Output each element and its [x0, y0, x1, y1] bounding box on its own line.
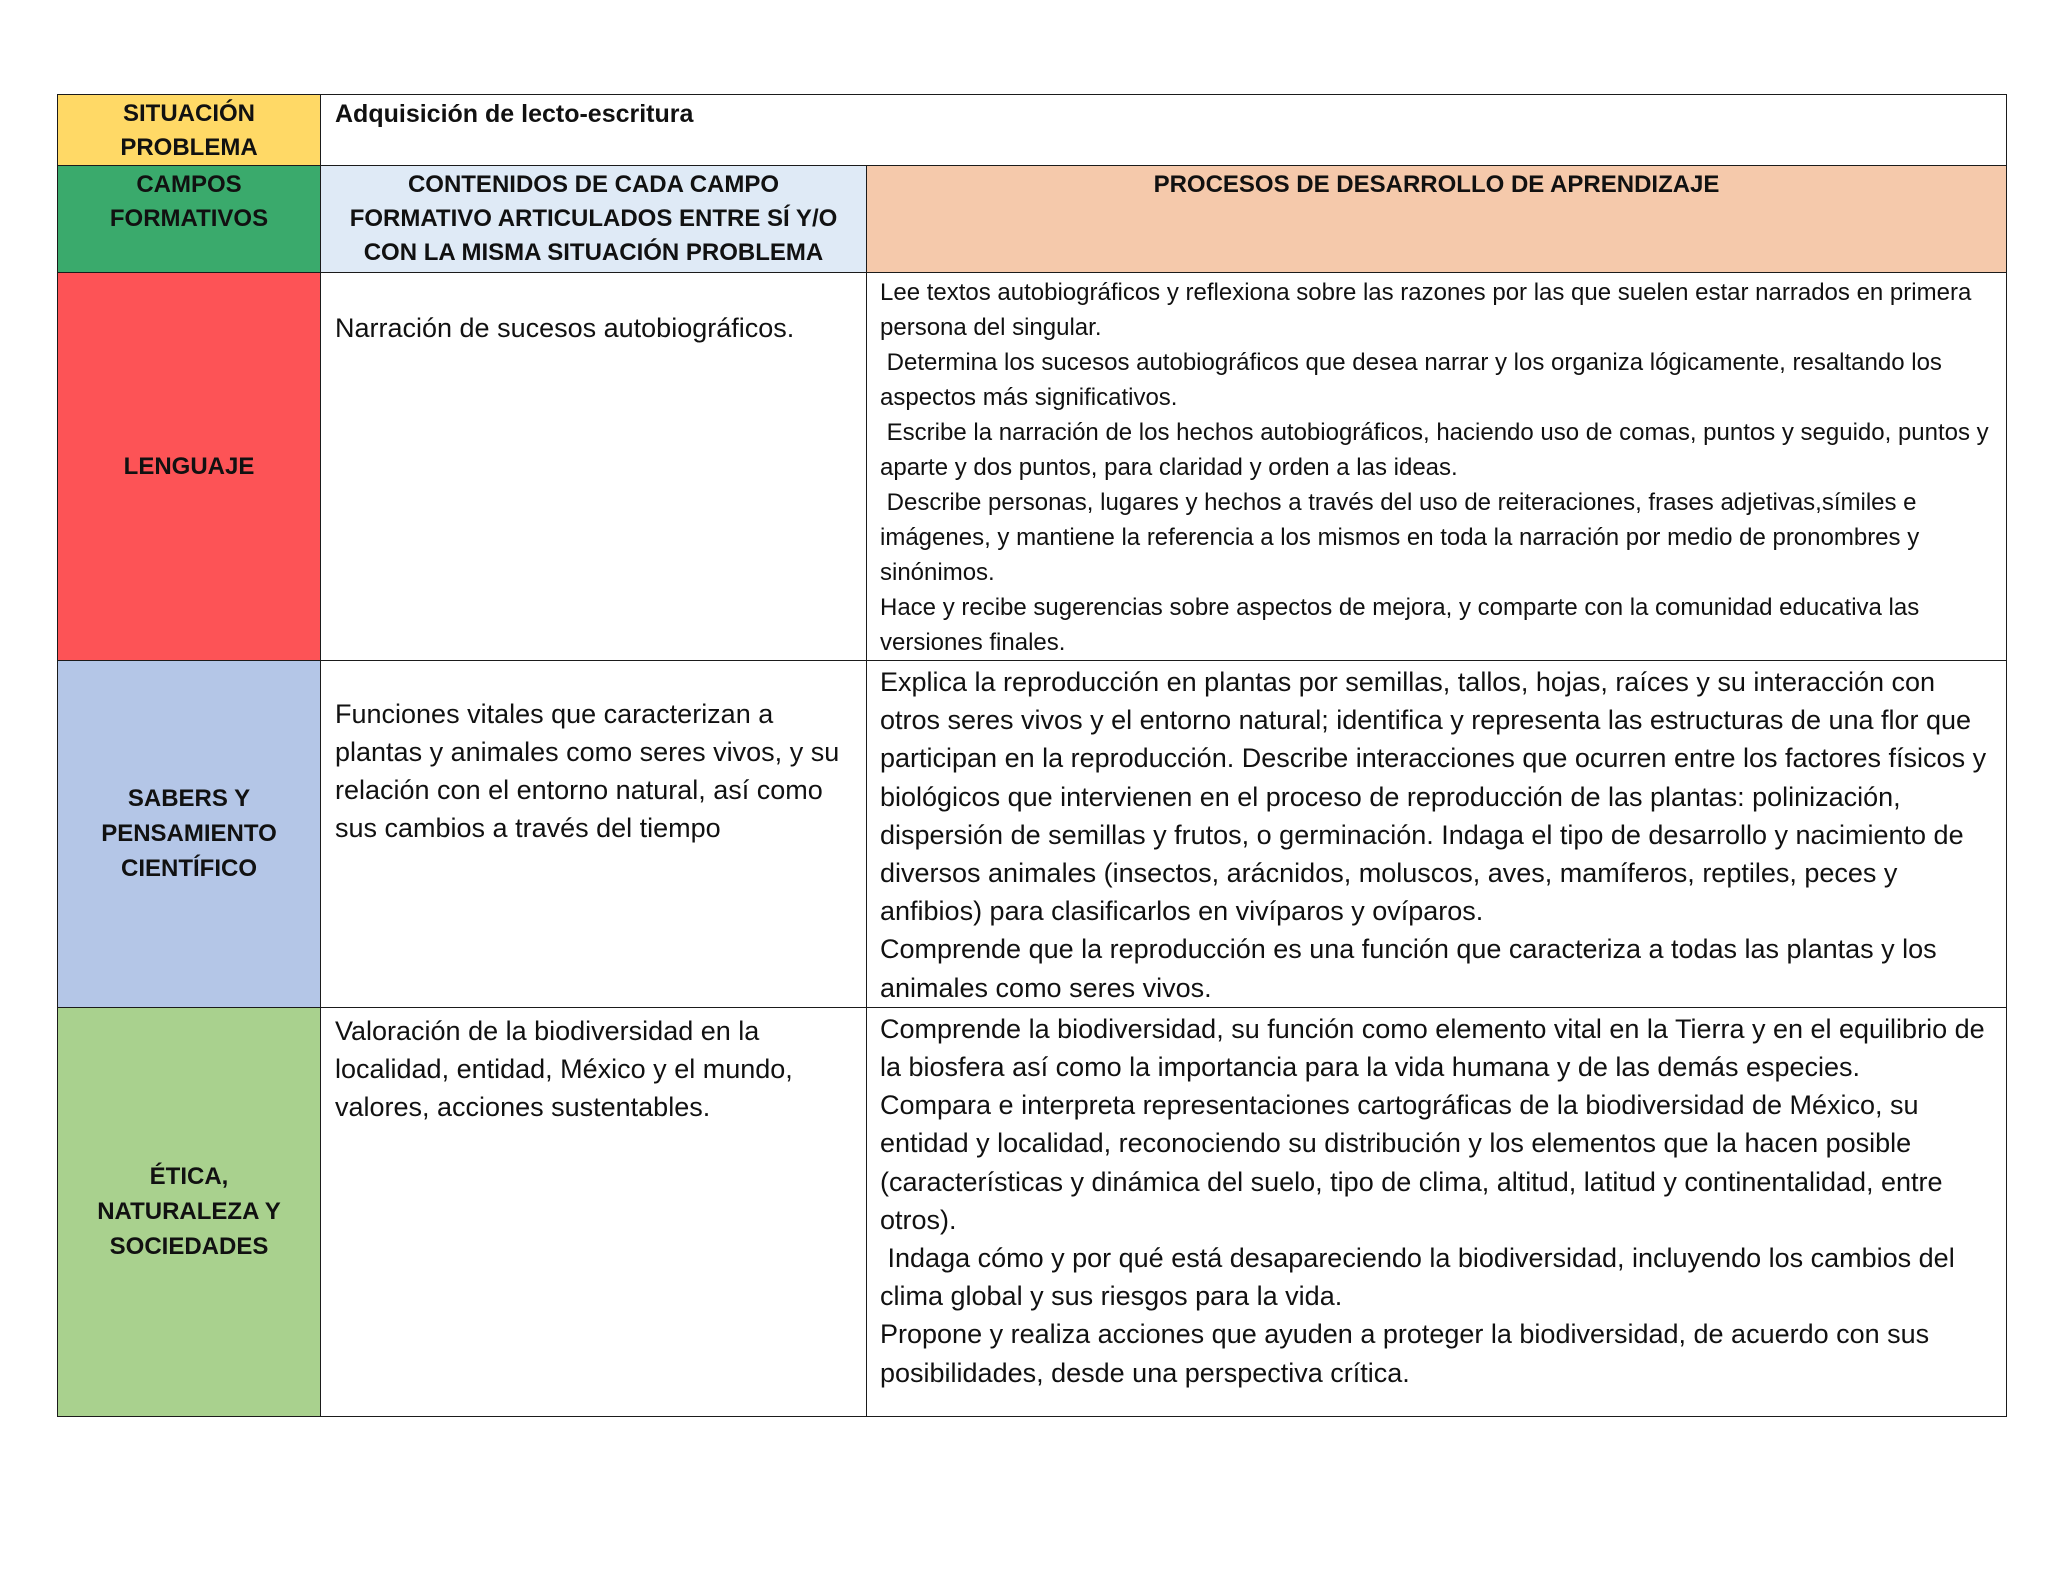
contenidos-header: CONTENIDOS DE CADA CAMPO FORMATIVO ARTICULADOS ENTRE SÍ Y/O CON LA MISMA SITUACIÓN PROBLEMA: [349, 171, 838, 266]
campo-lenguaje: LENGUAJE: [123, 453, 255, 480]
contenido-cell: [321, 1007, 867, 1416]
header-row: [58, 166, 2007, 273]
proceso-item: Lee textos autobiográficos y reflexiona sobre las razones por las que suelen estar narrados en primera persona del singular.: [880, 279, 1978, 341]
proceso-item: Escribe la narración de los hechos autobiográficos, haciendo uso de comas, puntos y seguido, puntos y aparte y dos puntos, para claridad y orden a las ideas.: [880, 419, 1996, 481]
procesos-cell: [867, 661, 2007, 1008]
contenido-text: Funciones vitales que caracterizan a plantas y animales como seres vivos, y su relación con el entorno natural, así como sus cambios a través del tiempo: [335, 699, 840, 843]
campo-cell-saberes: [58, 661, 321, 1008]
situacion-row: [58, 95, 2007, 166]
campos-header: CAMPOS FORMATIVOS: [109, 171, 269, 232]
procesos-list: [867, 273, 2006, 660]
proceso-item: Propone y realiza acciones que ayuden a proteger la biodiversidad, de acuerdo con sus posibilidades, desde una perspectiva crítica.: [880, 1319, 1937, 1388]
table-row: [58, 661, 2007, 1008]
proceso-item: Comprende que la reproducción es una función que caracteriza a todas las plantas y los animales como seres vivos.: [880, 934, 1945, 1003]
proceso-item: Determina los sucesos autobiográficos que desea narrar y los organiza lógicamente, resaltando los aspectos más significativos.: [880, 349, 1949, 411]
contenido-cell: [321, 661, 867, 1008]
procesos-cell: [867, 273, 2007, 661]
procesos-header: PROCESOS DE DESARROLLO DE APRENDIZAJE: [1153, 171, 1720, 198]
planning-table: [57, 94, 2007, 1417]
table-row: [58, 1007, 2007, 1416]
proceso-item: Comprende la biodiversidad, su función como elemento vital en la Tierra y en el equilibrio de la biosfera así como la importancia para la vida humana y de las demás especies.: [880, 1013, 1993, 1083]
procesos-cell: [867, 1007, 2007, 1416]
planning-sheet: [57, 94, 2007, 1417]
situacion-value: Adquisición de lecto-escritura: [335, 100, 694, 128]
contenidos-header-cell: [321, 166, 867, 273]
campo-etica: ÉTICA, NATURALEZA Y SOCIEDADES: [97, 1163, 281, 1261]
procesos-list: [867, 661, 2006, 1007]
situacion-label: SITUACIÓN PROBLEMA: [120, 100, 258, 161]
campo-cell-etica: [58, 1007, 321, 1416]
situacion-value-cell: [321, 95, 2007, 166]
proceso-item: Compara e interpreta representaciones cartográficas de la biodiversidad de México, su entidad y localidad, reconociendo su distribución y los elementos que la hacen posible (características y dinámica del suelo, tipo de clima, altitud, latitud y continentalidad, entre otros).: [880, 1090, 1951, 1235]
contenido-text: Narración de sucesos autobiográficos.: [335, 313, 795, 343]
situacion-label-cell: [58, 95, 321, 166]
table-row: [58, 273, 2007, 661]
procesos-list: [867, 1008, 2006, 1392]
proceso-item: Hace y recibe sugerencias sobre aspectos de mejora, y comparte con la comunidad educativa las versiones finales.: [880, 594, 1926, 656]
contenido-text: Valoración de la biodiversidad en la localidad, entidad, México y el mundo, valores, acciones sustentables.: [335, 1015, 793, 1122]
contenido-cell: [321, 273, 867, 661]
campos-header-cell: [58, 166, 321, 273]
proceso-item: Explica la reproducción en plantas por semillas, tallos, hojas, raíces y su interacción con otros seres vivos y el entorno natural; identifica y representa las estructuras de una flor que participan en la reproducción. Describe interacciones que ocurren entre los factores físicos y biológicos que intervienen en el proceso de reproducción de las plantas: polinización, dispersión de semillas y frutos, o germinación. Indaga el tipo de desarrollo y nacimiento de diversos animales (insectos, arácnidos, moluscos, aves, mamíferos, reptiles, peces y anfibios) para clasificarlos en vivíparos y ovíparos.: [880, 667, 1994, 927]
campo-saberes: SABERS Y PENSAMIENTO CIENTÍFICO: [101, 785, 277, 883]
campo-cell-lenguaje: [58, 273, 321, 661]
procesos-header-cell: [867, 166, 2007, 273]
proceso-item: Describe personas, lugares y hechos a través del uso de reiteraciones, frases adjetivas,símiles e imágenes, y mantiene la referencia a los mismos en toda la narración por medio de pronombres y sinónimos.: [880, 489, 1926, 586]
proceso-item: Indaga cómo y por qué está desapareciendo la biodiversidad, incluyendo los cambios del clima global y sus riesgos para la vida.: [880, 1243, 1963, 1312]
